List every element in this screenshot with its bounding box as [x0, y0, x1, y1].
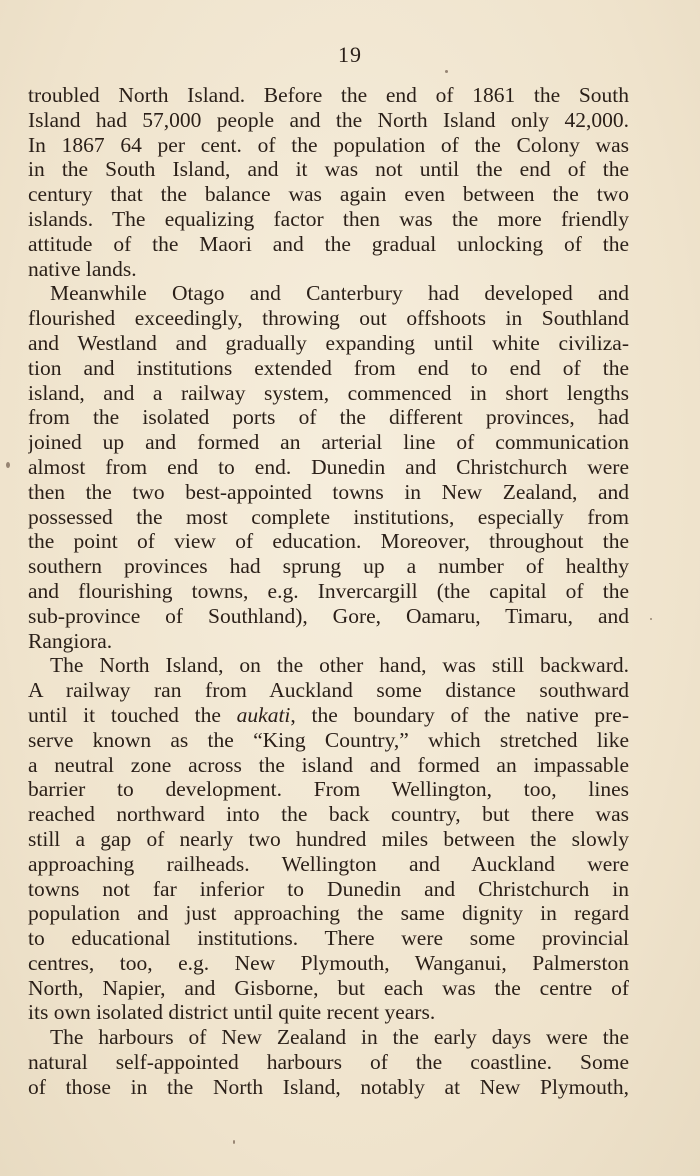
text-line: centres, too, e.g. New Plymouth, Wanganui, Palmerston — [28, 950, 629, 975]
text-line: A railway ran from Auckland some distance southward — [28, 678, 629, 703]
text-line: the point of view of education. Moreover, throughout the — [28, 529, 629, 554]
text-line: population and just approaching the same dignity in regard — [28, 901, 629, 926]
text-line: and Westland and gradually expanding until white civiliza- — [28, 330, 629, 355]
text-line: towns not far inferior to Dunedin and Christchurch in — [28, 876, 629, 901]
paper-speck — [233, 1140, 235, 1144]
text-line: Rangiora. — [28, 628, 113, 653]
text-line: islands. The equalizing factor then was the more friendly — [28, 206, 629, 231]
text-line: troubled North Island. Before the end of 1861 the South — [28, 83, 629, 107]
paper-speck — [445, 70, 448, 73]
text-line: The harbours of New Zealand in the early days were the — [50, 1025, 629, 1050]
text-line: barrier to development. From Wellington, too, lines — [28, 777, 629, 802]
text-line: Island had 57,000 people and the North Island only 42,000. — [28, 107, 629, 132]
text-line: native lands. — [28, 256, 137, 281]
text-line: still a gap of nearly two hundred miles between the slowly — [28, 826, 629, 851]
text-line: joined up and formed an arterial line of communication — [28, 430, 629, 455]
paper-speck — [6, 462, 10, 468]
text-line: then the two best-appointed towns in New Zealand, and — [28, 479, 629, 504]
text-line: and flourishing towns, e.g. Invercargill (the capital of the — [28, 578, 629, 603]
body-text — [28, 83, 629, 1100]
page-number: 19 — [338, 42, 362, 67]
text-line: almost from end to end. Dunedin and Christchurch were — [28, 454, 629, 479]
text-line: North, Napier, and Gisborne, but each was the centre of — [28, 975, 629, 1000]
text-line: island, and a railway system, commenced in short lengths — [28, 380, 629, 405]
italic-term: aukati — [236, 702, 291, 727]
text-line: century that the balance was again even between the two — [28, 182, 629, 207]
text-line: approaching railheads. Wellington and Auckland were — [28, 851, 629, 876]
text-line: tion and institutions extended from end to end of the — [28, 355, 629, 380]
text-line: Meanwhile Otago and Canterbury had developed and — [50, 281, 629, 306]
text-segment: until it touched the — [28, 702, 237, 727]
text-line — [28, 703, 629, 728]
text-line: a neutral zone across the island and formed an impassable — [28, 752, 629, 777]
text-line: of those in the North Island, notably at New Plymouth, — [28, 1074, 629, 1099]
text-line: southern provinces had sprung up a number of healthy — [28, 554, 629, 579]
text-line: its own isolated district until quite recent years. — [28, 1000, 436, 1025]
text-segment: , the boundary of the native pre- — [290, 702, 629, 727]
text-line: in the South Island, and it was not until the end of the — [28, 157, 629, 182]
paper-speck — [650, 618, 652, 620]
text-line: to educational institutions. There were some provincial — [28, 926, 629, 951]
text-line: from the isolated ports of the different provinces, had — [28, 405, 629, 430]
text-line: reached northward into the back country, but there was — [28, 802, 629, 827]
text-line: In 1867 64 per cent. of the population of the Colony was — [28, 132, 629, 157]
text-line: natural self-appointed harbours of the coastline. Some — [28, 1050, 629, 1075]
text-line: flourished exceedingly, throwing out offshoots in Southland — [28, 306, 629, 331]
text-line: The North Island, on the other hand, was still backward. — [50, 653, 629, 678]
text-line: attitude of the Maori and the gradual unlocking of the — [28, 231, 629, 256]
text-line: sub-province of Southland), Gore, Oamaru, Timaru, and — [28, 603, 629, 628]
text-line: possessed the most complete institutions, especially from — [28, 504, 629, 529]
text-line: serve known as the “King Country,” which stretched like — [28, 727, 629, 752]
